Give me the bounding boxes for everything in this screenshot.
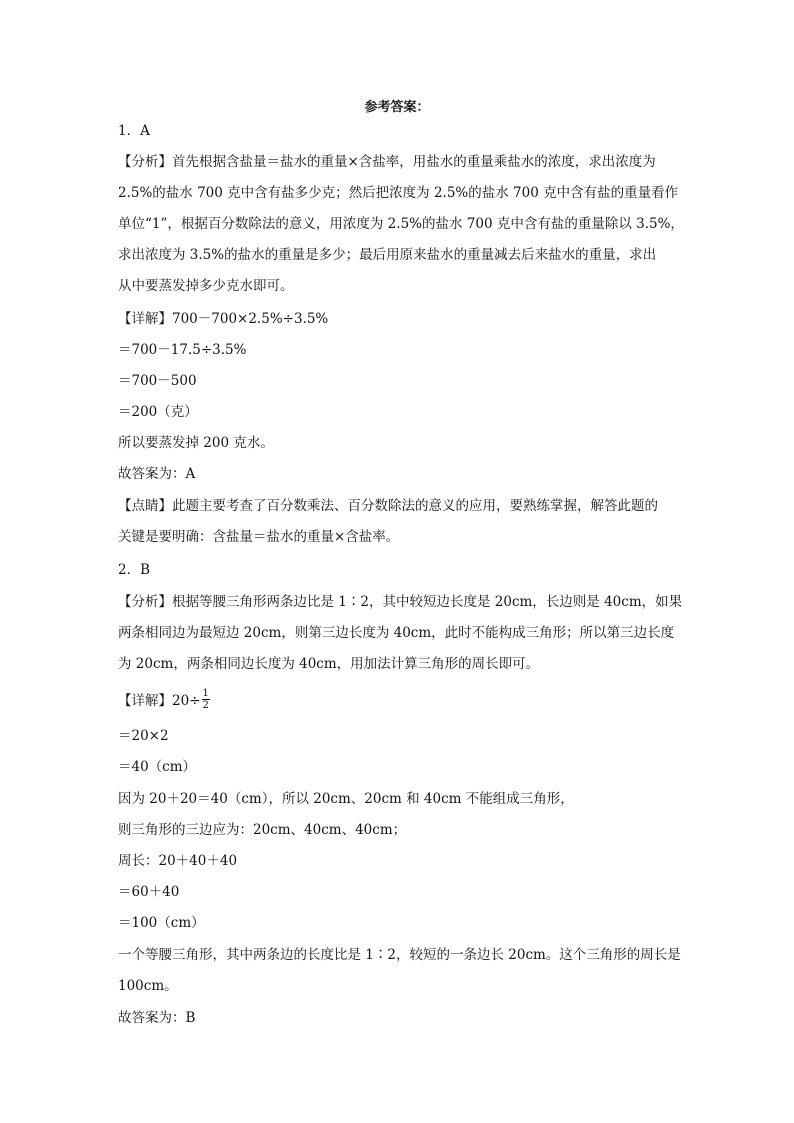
q2-analysis-line: 【分析】根据等腰三角形两条边比是 1∶2，其中较短边长度是 20cm，长边则是 40cm，如果 bbox=[118, 594, 683, 610]
q1-detail-line: ＝700－500 bbox=[118, 373, 197, 389]
q2-detail-line: ＝40（cm） bbox=[118, 759, 197, 775]
q1-detail-line: 【详解】700－700×2.5%÷3.5% bbox=[118, 311, 329, 327]
fraction bbox=[202, 688, 210, 711]
q1-analysis-line: 求出浓度为 3.5%的盐水的重量是多少；最后用原来盐水的重量减去后来盐水的重量，求出 bbox=[118, 247, 657, 263]
q1-analysis-line: 从中要蒸发掉多少克水即可。 bbox=[118, 278, 294, 294]
q1-analysis-line: 单位“1”，根据百分数除法的意义，用浓度为 2.5%的盐水 700 克中含有盐的重量除以 3.5%， bbox=[118, 216, 684, 232]
q2-conclusion-line: 100cm。 bbox=[118, 978, 178, 994]
q2-detail-line: 因为 20＋20＝40（cm），所以 20cm、20cm 和 40cm 不能组成三角形， bbox=[118, 791, 574, 807]
q1-detail-line: 所以要蒸发掉 200 克水。 bbox=[118, 435, 274, 451]
q2-detail-line: 则三角形的三边应为：20cm、40cm、40cm； bbox=[118, 822, 407, 838]
page-title: 参考答案： bbox=[364, 100, 430, 115]
fraction-denominator: 2 bbox=[202, 700, 209, 711]
q1-detail-line: ＝700－17.5÷3.5% bbox=[118, 342, 247, 358]
q1-comment-line: 【点睛】此题主要考查了百分数乘法、百分数除法的意义的应用，要熟练掌握，解答此题的 bbox=[118, 498, 658, 514]
q2-detail-line: ＝100（cm） bbox=[118, 915, 205, 931]
fraction-numerator: 1 bbox=[202, 688, 209, 699]
q1-detail-line: ＝200（克） bbox=[118, 404, 198, 420]
q2-detail-line: ＝60＋40 bbox=[118, 884, 180, 900]
q2-analysis-line: 为 20cm，两条相同边长度为 40cm，用加法计算三角形的周长即可。 bbox=[118, 656, 540, 672]
q2-conclusion-line: 一个等腰三角形，其中两条边的长度比是 1∶2，较短的一条边长 20cm。这个三角形的周长是 bbox=[118, 947, 681, 963]
q2-detail-line: 周长：20＋40＋40 bbox=[118, 853, 238, 869]
q1-analysis-line: 2.5%的盐水 700 克中含有盐多少克；然后把浓度为 2.5%的盐水 700 克中含有盐的重量看作 bbox=[118, 185, 679, 201]
q2-analysis-line: 两条相同边为最短边 20cm，则第三边长度为 40cm，此时不能构成三角形；所以第三边长度 bbox=[118, 625, 675, 641]
q1-answer: 故答案为：A bbox=[118, 466, 196, 482]
q2-detail-line: ＝20×2 bbox=[118, 728, 169, 744]
q2-answer: 故答案为：B bbox=[118, 1010, 196, 1026]
q1-analysis-line: 【分析】首先根据含盐量＝盐水的重量×含盐率，用盐水的重量乘盐水的浓度，求出浓度为 bbox=[118, 154, 656, 170]
q2-detail-prefix: 【详解】20÷ bbox=[118, 693, 201, 709]
q1-comment-line: 关键是要明确：含盐量＝盐水的重量×含盐率。 bbox=[118, 529, 400, 545]
q1-header: 1．A bbox=[118, 123, 150, 139]
q2-detail-first-line bbox=[118, 690, 688, 713]
q2-header: 2．B bbox=[118, 562, 151, 578]
